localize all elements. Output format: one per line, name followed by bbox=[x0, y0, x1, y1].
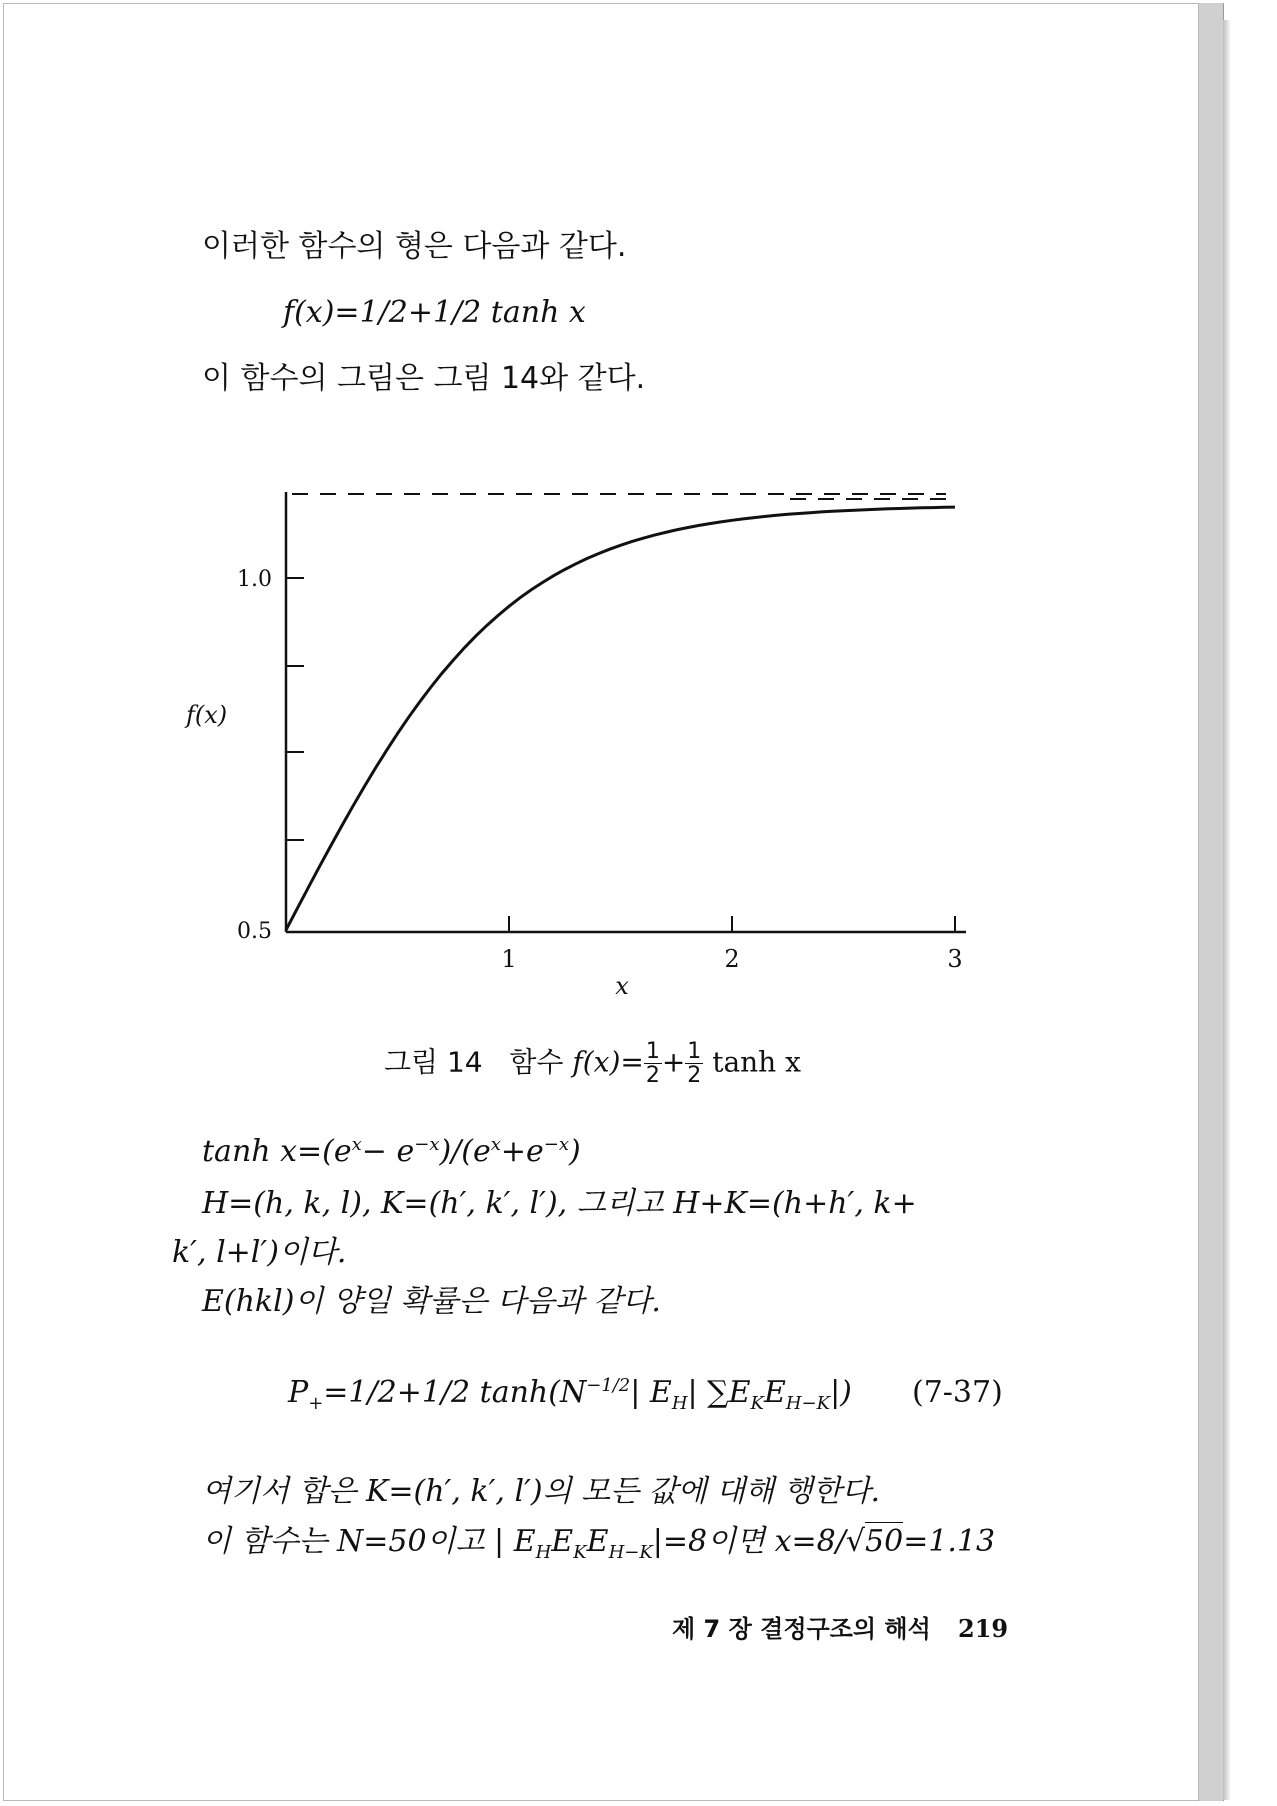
x-axis-label: x bbox=[615, 972, 629, 1000]
equation-number: (7-37) bbox=[912, 1375, 1003, 1410]
curve-f-x bbox=[286, 507, 955, 930]
hk-line-1: H=(h, k, l), K=(h′, k′, l′), 그리고 H+K=(h+h′, k+ bbox=[202, 1186, 917, 1221]
caption-prefix: 함수 bbox=[509, 1045, 564, 1079]
footer-chapter: 제 7 장 결정구조의 해석 bbox=[672, 1615, 931, 1643]
y-tick-label: 0.5 bbox=[237, 919, 272, 944]
caption-fx: f(x)= bbox=[572, 1045, 644, 1079]
page-number: 219 bbox=[958, 1614, 1009, 1643]
y-axis-label: f(x) bbox=[186, 701, 228, 729]
y-tick-label: 1.0 bbox=[237, 567, 272, 592]
figure-caption bbox=[384, 1040, 801, 1087]
x-tick-label: 2 bbox=[724, 945, 740, 973]
tanh-definition: $\tanh x=(e^x- e^{-x})/(e^x+e^{-x})$ bbox=[202, 1134, 581, 1169]
x-tick-label: 3 bbox=[947, 945, 963, 973]
hk-line-2: k′, l+l′)이다. bbox=[172, 1235, 347, 1270]
intro-line: 이러한 함수의 형은 다음과 같다. bbox=[202, 229, 627, 264]
caption-frac-2: $\frac{1}{2}$ bbox=[687, 1039, 702, 1089]
x-tick-label: 1 bbox=[501, 945, 517, 973]
caption-plus: + bbox=[661, 1045, 686, 1079]
caption-tanh: tanh x bbox=[712, 1045, 801, 1079]
probability-line: E(hkl)이 양일 확률은 다음과 같다. bbox=[202, 1284, 661, 1319]
equation-1: f(x)=1/2+1/2 tanh x bbox=[283, 295, 586, 330]
caption-label: 그림 14 bbox=[384, 1045, 483, 1079]
sum-line: 여기서 합은 K=(h′, k′, l′)의 모든 값에 대해 행한다. bbox=[202, 1474, 881, 1509]
last-line: 이 함수는 N=50이고 | $E_HE_KE_{H-K}|=8$이면 x=8/√50=1.13 bbox=[202, 1524, 996, 1563]
equation-7-37: $P_+=1/2+1/2$ $\tanh(N^{-1/2}|$ $E_H|$ $\sum E_KE_{H-K}|$) bbox=[288, 1375, 852, 1414]
caption-frac-1: $\frac{1}{2}$ bbox=[645, 1039, 660, 1089]
figure-ref-line: 이 함수의 그림은 그림 14와 같다. bbox=[202, 361, 646, 396]
